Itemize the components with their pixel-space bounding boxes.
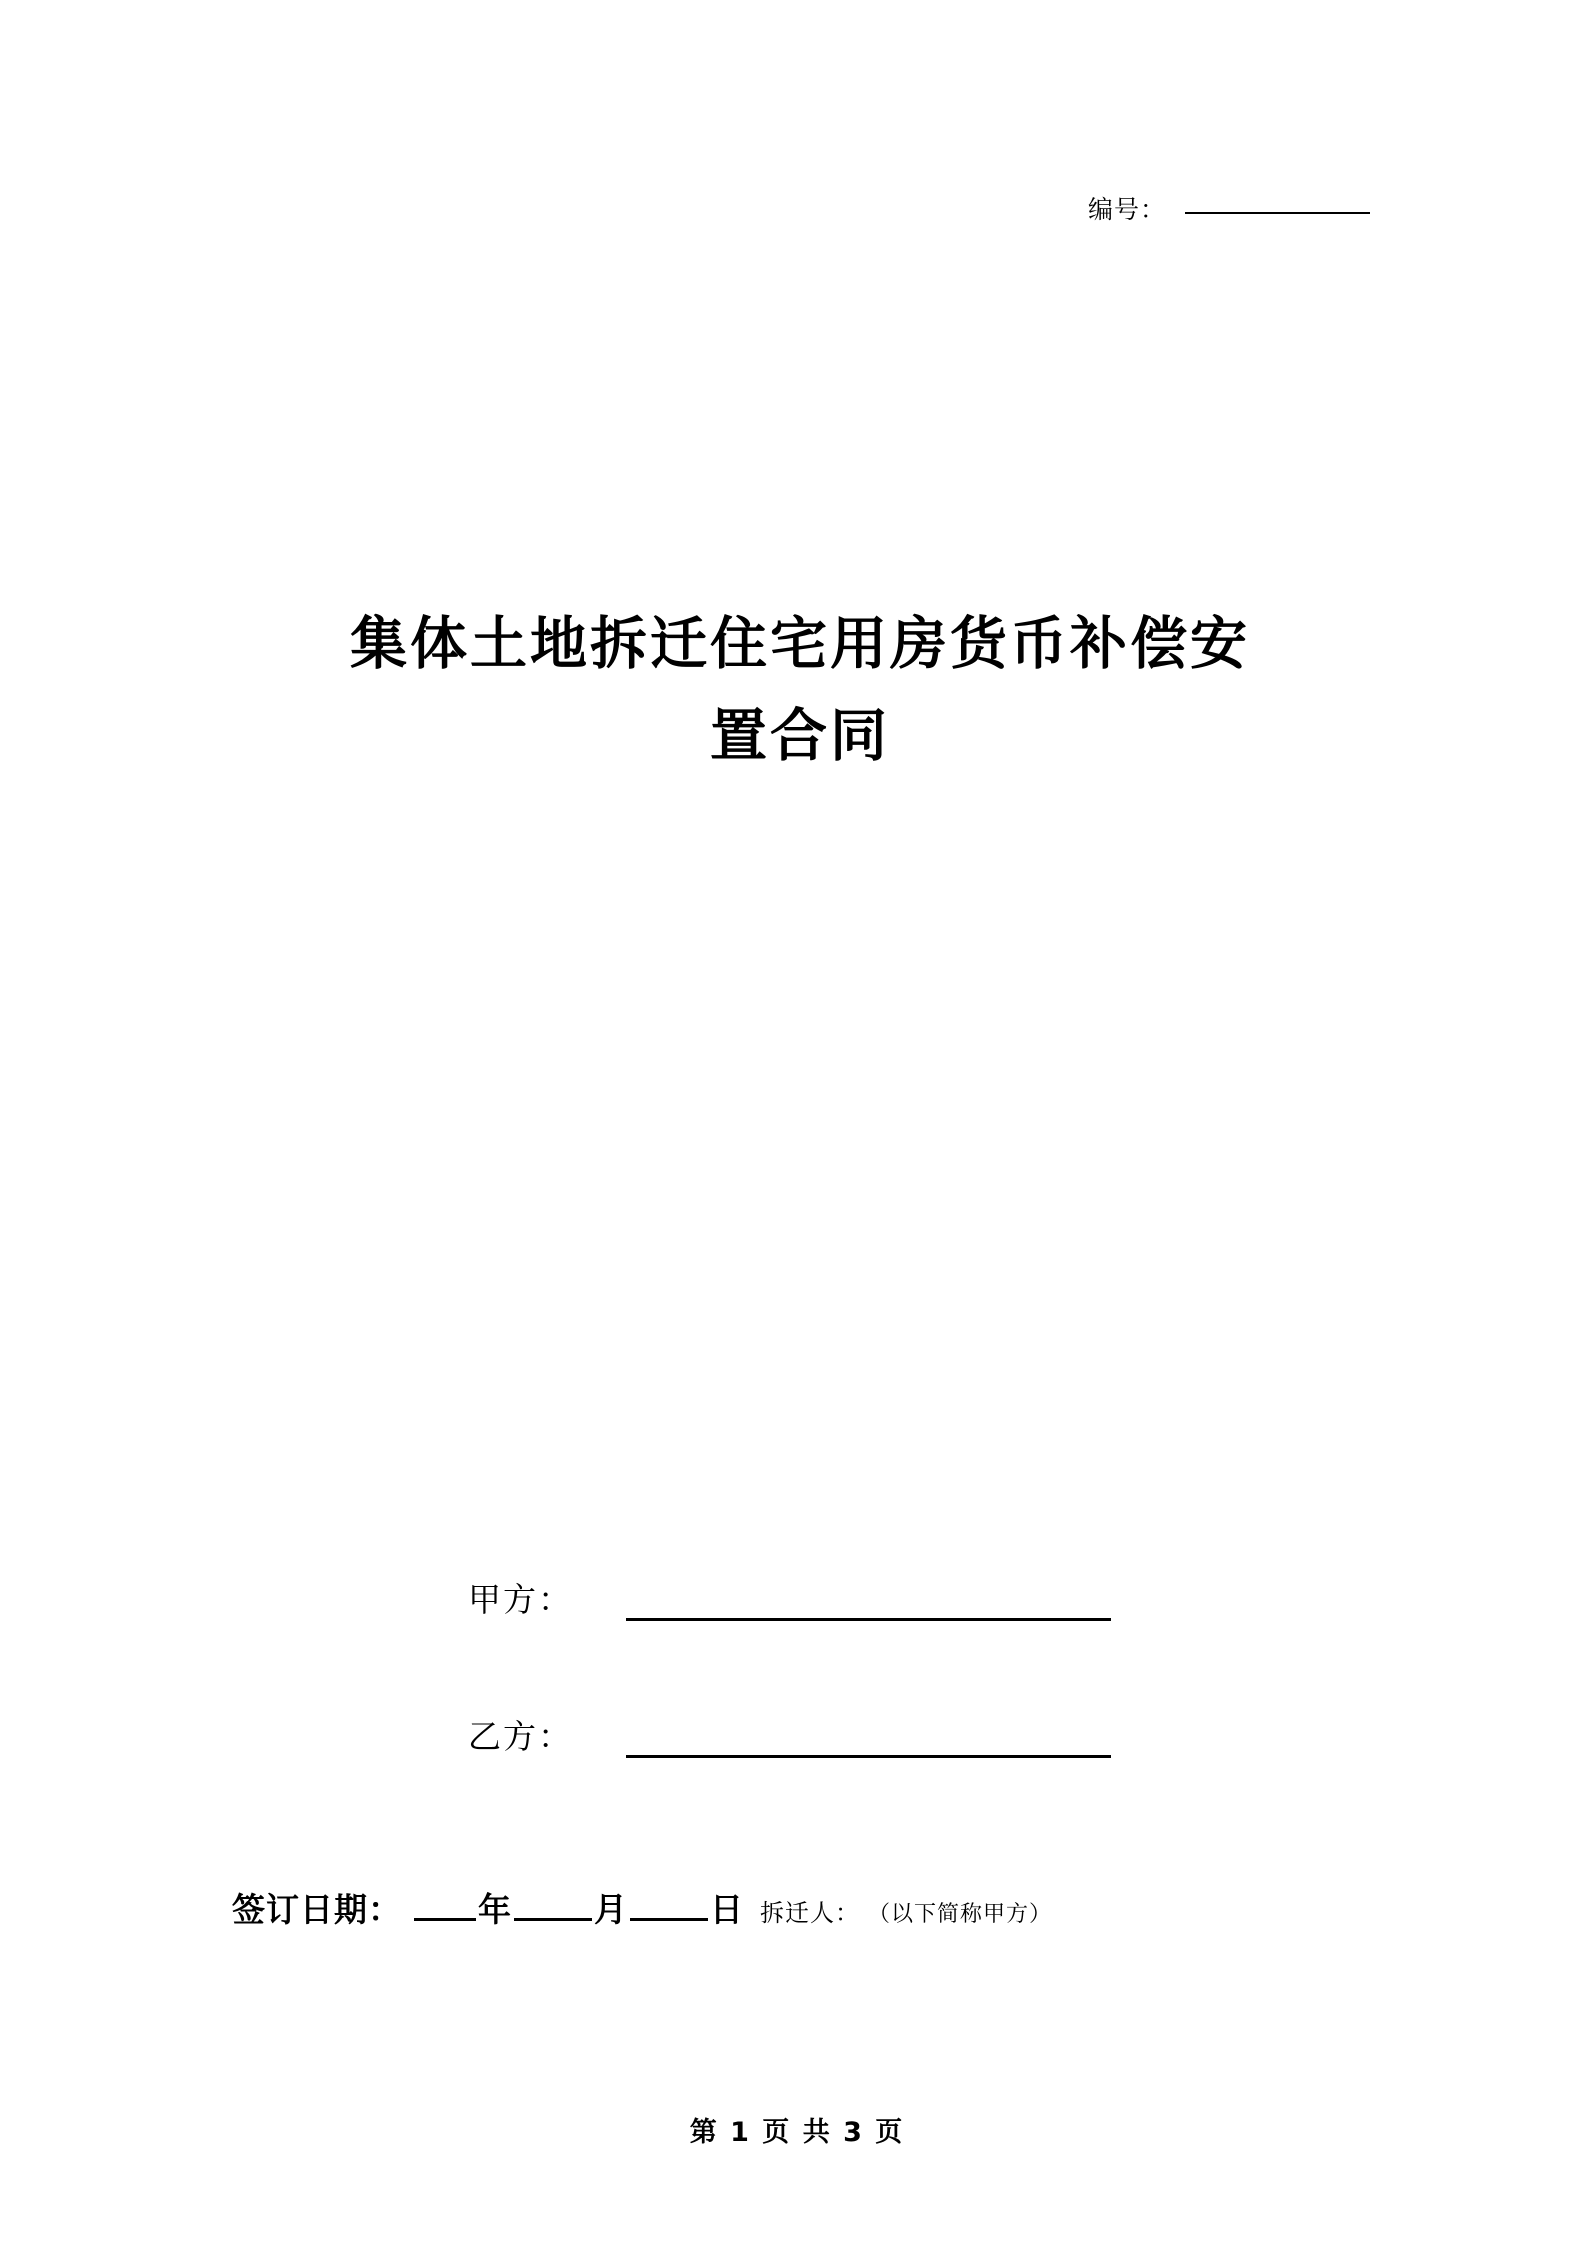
party-a-label: 甲方： — [468, 1580, 573, 1619]
signing-day-input[interactable] — [630, 1918, 708, 1921]
signing-date-label: 签订日期： — [232, 1890, 402, 1929]
signing-day-unit: 日 — [710, 1890, 744, 1929]
signing-year-input[interactable] — [414, 1918, 476, 1921]
party-a-row — [468, 1574, 1594, 1621]
signing-date-row — [232, 1884, 1052, 1931]
document-number-label: 编号： — [1088, 195, 1167, 224]
party-b-label: 乙方： — [468, 1717, 573, 1756]
signing-year-unit: 年 — [478, 1890, 512, 1929]
page-title — [255, 598, 1345, 783]
page-footer: 第 1 页 共 3 页 — [689, 2117, 905, 2148]
page-title-line-1: 集体土地拆迁住宅用房货币补偿安 — [350, 611, 1250, 677]
signing-month-unit: 月 — [594, 1890, 628, 1929]
party-b-row — [468, 1711, 1594, 1758]
demolisher-note: （以下简称甲方） — [868, 1902, 1053, 1927]
page-title-line-2: 置合同 — [710, 703, 890, 770]
document-number-blank[interactable] — [1185, 212, 1370, 214]
document-number-field — [0, 190, 1370, 226]
demolisher-label: 拆迁人： — [760, 1899, 860, 1927]
party-b-input[interactable] — [626, 1729, 1111, 1758]
party-a-input[interactable] — [626, 1592, 1111, 1621]
party-fields — [0, 1574, 1594, 1848]
signing-month-input[interactable] — [514, 1918, 592, 1921]
